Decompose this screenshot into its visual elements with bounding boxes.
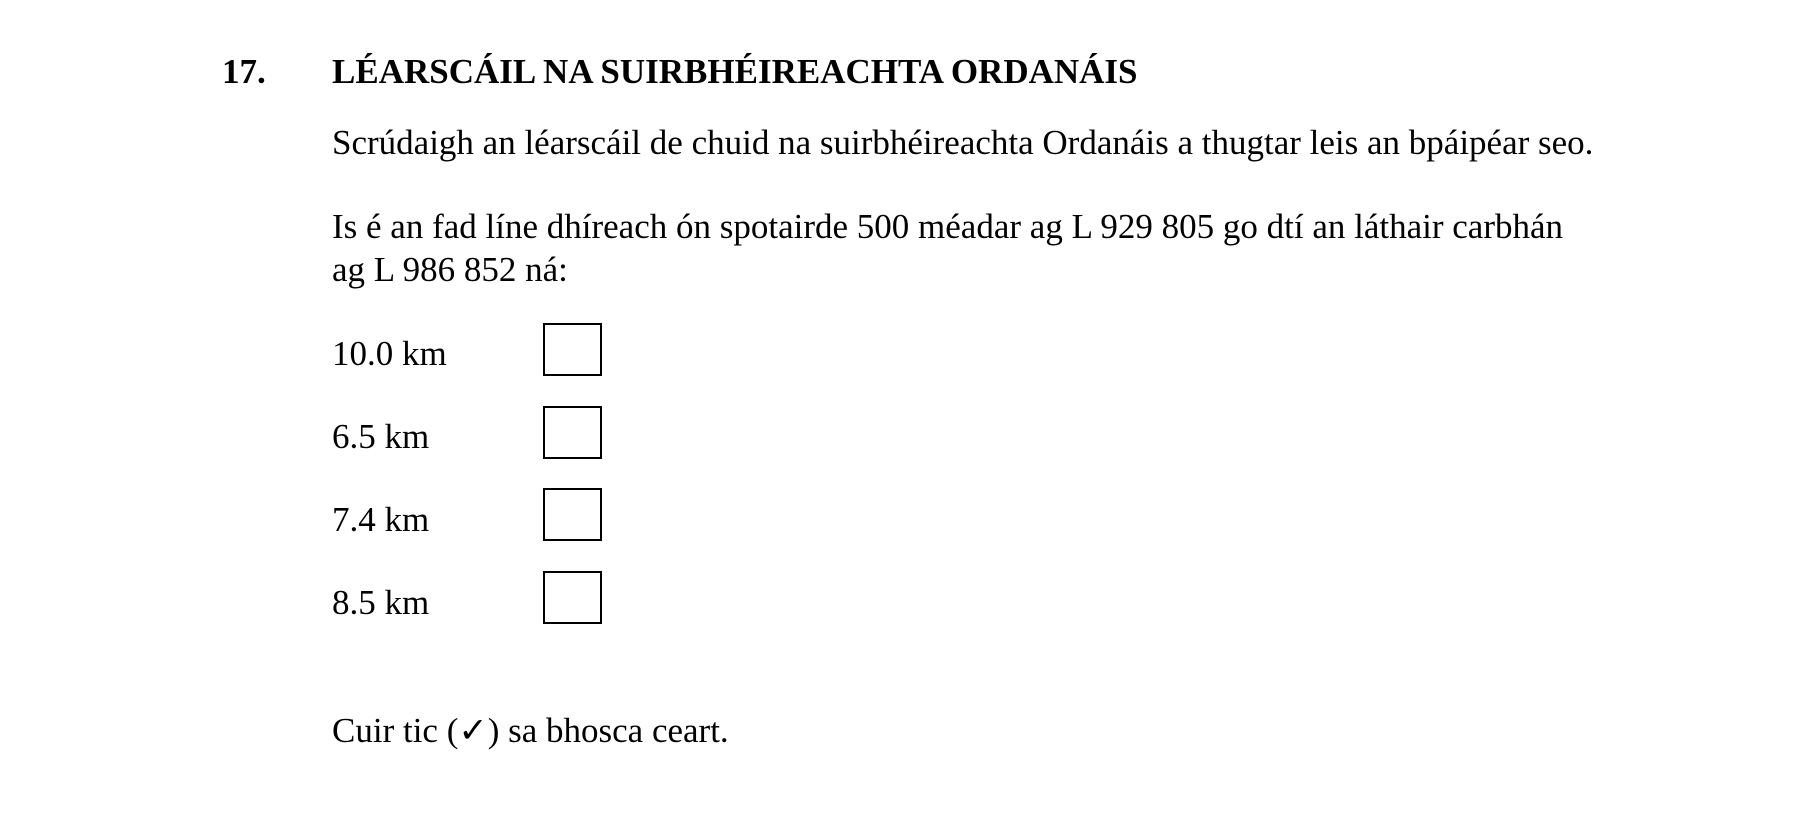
question-prompt-line-1: Is é an fad líne dhíreach ón spotairde 500 méadar ag L 929 805 go dtí an láthair carbhán <box>332 207 1564 246</box>
option-checkbox[interactable] <box>543 571 602 624</box>
option-label: 10.0 km <box>332 334 447 373</box>
option-checkbox[interactable] <box>543 406 602 459</box>
option-label: 6.5 km <box>332 417 430 456</box>
option-checkbox[interactable] <box>543 323 602 376</box>
option-label: 8.5 km <box>332 583 430 622</box>
question-intro: Scrúdaigh an léarscáil de chuid na suirbhéireachta Ordanáis a thugtar leis an bpáipéar seo. <box>332 123 1594 162</box>
option-checkbox[interactable] <box>543 488 602 541</box>
instruction-text: Cuir tic (✓) sa bhosca ceart. <box>332 711 729 750</box>
question-number: 17. <box>222 52 266 91</box>
option-label: 7.4 km <box>332 500 430 539</box>
question-prompt-line-2: ag L 986 852 ná: <box>332 250 568 289</box>
question-title: LÉARSCÁIL NA SUIRBHÉIREACHTA ORDANÁIS <box>332 52 1138 91</box>
